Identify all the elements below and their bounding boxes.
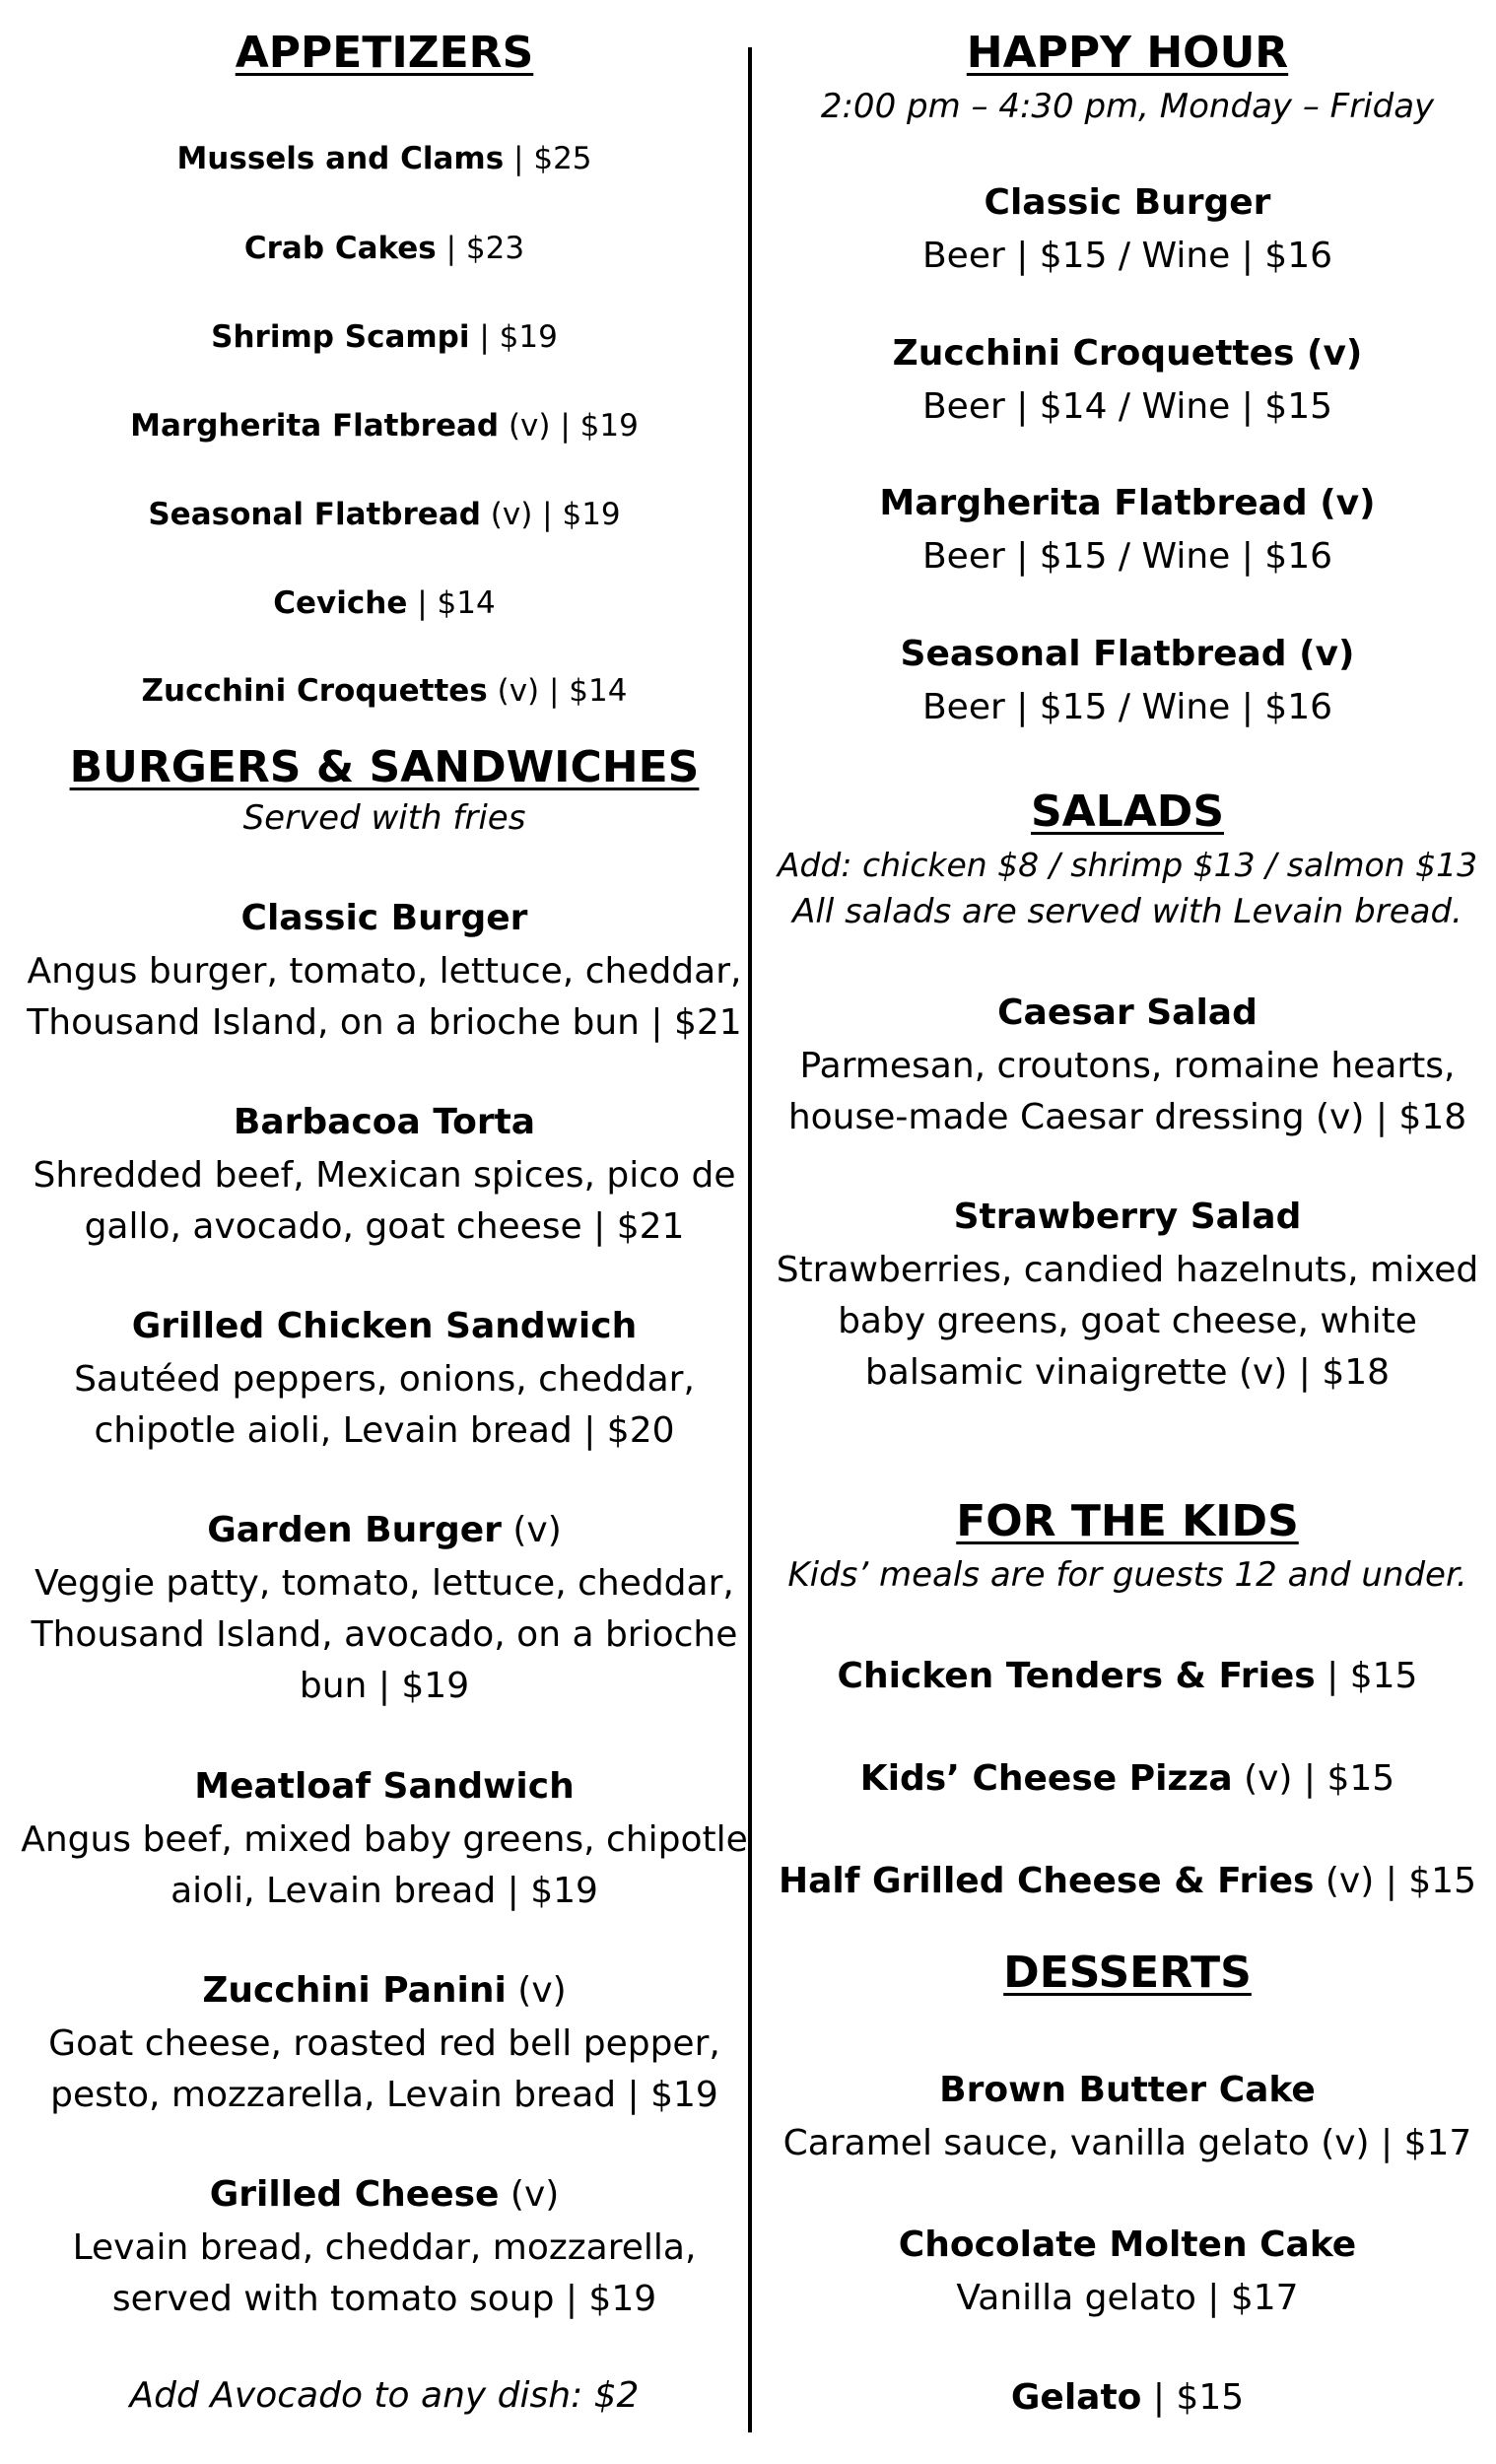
menu-item: Seasonal Flatbread (v) | $19: [148, 497, 621, 532]
item-name: Meatloaf Sandwich: [194, 1766, 575, 1807]
item-description: Caramel sauce, vanilla gelato (v) | $17: [782, 2123, 1472, 2163]
kids-title: FOR THE KIDS: [956, 1496, 1299, 1546]
item-name: Caesar Salad: [997, 992, 1258, 1033]
item-name: Strawberry Salad: [953, 1197, 1302, 1237]
item-name: Seasonal Flatbread (v): [900, 634, 1355, 674]
item-name: Zucchini Panini (v): [202, 1970, 567, 2011]
salads-title: SALADS: [1030, 787, 1225, 837]
item-description: Goat cheese, roasted red bell pepper, pesto, mozzarella, Levain bread | $19: [48, 2023, 720, 2115]
item-price: Beer | $15 / Wine | $16: [921, 236, 1333, 276]
menu-item: Margherita Flatbread (v) | $19: [130, 408, 639, 444]
item-name: Zucchini Croquettes (v): [892, 333, 1363, 374]
desserts-title: DESSERTS: [1003, 1948, 1252, 1998]
avocado-footnote: Add Avocado to any dish: $2: [129, 2375, 640, 2416]
item-price: Beer | $14 / Wine | $15: [921, 386, 1333, 427]
kids-subtitle: Kids’ meals are for guests 12 and under.: [787, 1555, 1467, 1595]
item-description: Strawberries, candied hazelnuts, mixed baby greens, goat cheese, white balsamic vinaigrette (v) | $18: [776, 1250, 1479, 1393]
menu-item: Ceviche | $14: [273, 585, 496, 621]
menu-item: Chicken Tenders & Fries | $15: [837, 1656, 1418, 1696]
menu-item: Mussels and Clams | $25: [176, 141, 592, 176]
salads-note-bread: All salads are served with Levain bread.: [792, 892, 1462, 931]
column-divider: [748, 47, 752, 2432]
item-name: Brown Butter Cake: [939, 2070, 1316, 2110]
item-name: Chocolate Molten Cake: [898, 2224, 1357, 2265]
item-description: Angus beef, mixed baby greens, chipotle aioli, Levain bread | $19: [21, 1819, 748, 1911]
burgers-subtitle: Served with fries: [242, 798, 526, 838]
happy-hour-title: HAPPY HOUR: [966, 28, 1289, 78]
item-name: Barbacoa Torta: [233, 1102, 536, 1142]
menu-item: Gelato | $15: [1010, 2377, 1245, 2418]
appetizers-title: APPETIZERS: [235, 28, 534, 78]
salads-note-addons: Add: chicken $8 / shrimp $13 / salmon $13: [777, 846, 1478, 884]
menu-item: Shrimp Scampi | $19: [211, 319, 558, 355]
item-description: Shredded beef, Mexican spices, pico de gallo, avocado, goat cheese | $21: [33, 1155, 736, 1247]
item-description: Sautéed peppers, onions, cheddar, chipotle aioli, Levain bread | $20: [74, 1359, 695, 1451]
item-description: Veggie patty, tomato, lettuce, cheddar, Thousand Island, avocado, on a brioche bun | $19: [31, 1563, 738, 1706]
burgers-title: BURGERS & SANDWICHES: [69, 742, 700, 792]
menu-item: Zucchini Croquettes (v) | $14: [141, 673, 628, 709]
happy-hour-subtitle: 2:00 pm – 4:30 pm, Monday – Friday: [820, 87, 1435, 126]
item-description: Parmesan, croutons, romaine hearts, house-made Caesar dressing (v) | $18: [787, 1046, 1467, 1137]
item-name: Garden Burger (v): [207, 1510, 562, 1550]
menu-item: Kids’ Cheese Pizza (v) | $15: [859, 1758, 1395, 1799]
menu-item: Crab Cakes | $23: [243, 231, 525, 266]
item-name: Classic Burger: [240, 898, 528, 938]
item-name: Margherita Flatbread (v): [879, 483, 1376, 523]
menu-item: Half Grilled Cheese & Fries (v) | $15: [779, 1861, 1476, 1901]
item-name: Grilled Cheese (v): [209, 2174, 560, 2215]
item-description: Angus burger, tomato, lettuce, cheddar, Thousand Island, on a brioche bun | $21: [27, 951, 742, 1043]
item-description: Vanilla gelato | $17: [956, 2278, 1299, 2318]
item-description: Levain bread, cheddar, mozzarella, served with tomato soup | $19: [72, 2227, 697, 2319]
item-price: Beer | $15 / Wine | $16: [921, 536, 1333, 577]
item-name: Classic Burger: [984, 182, 1271, 223]
item-name: Grilled Chicken Sandwich: [131, 1306, 638, 1346]
item-price: Beer | $15 / Wine | $16: [921, 687, 1333, 727]
